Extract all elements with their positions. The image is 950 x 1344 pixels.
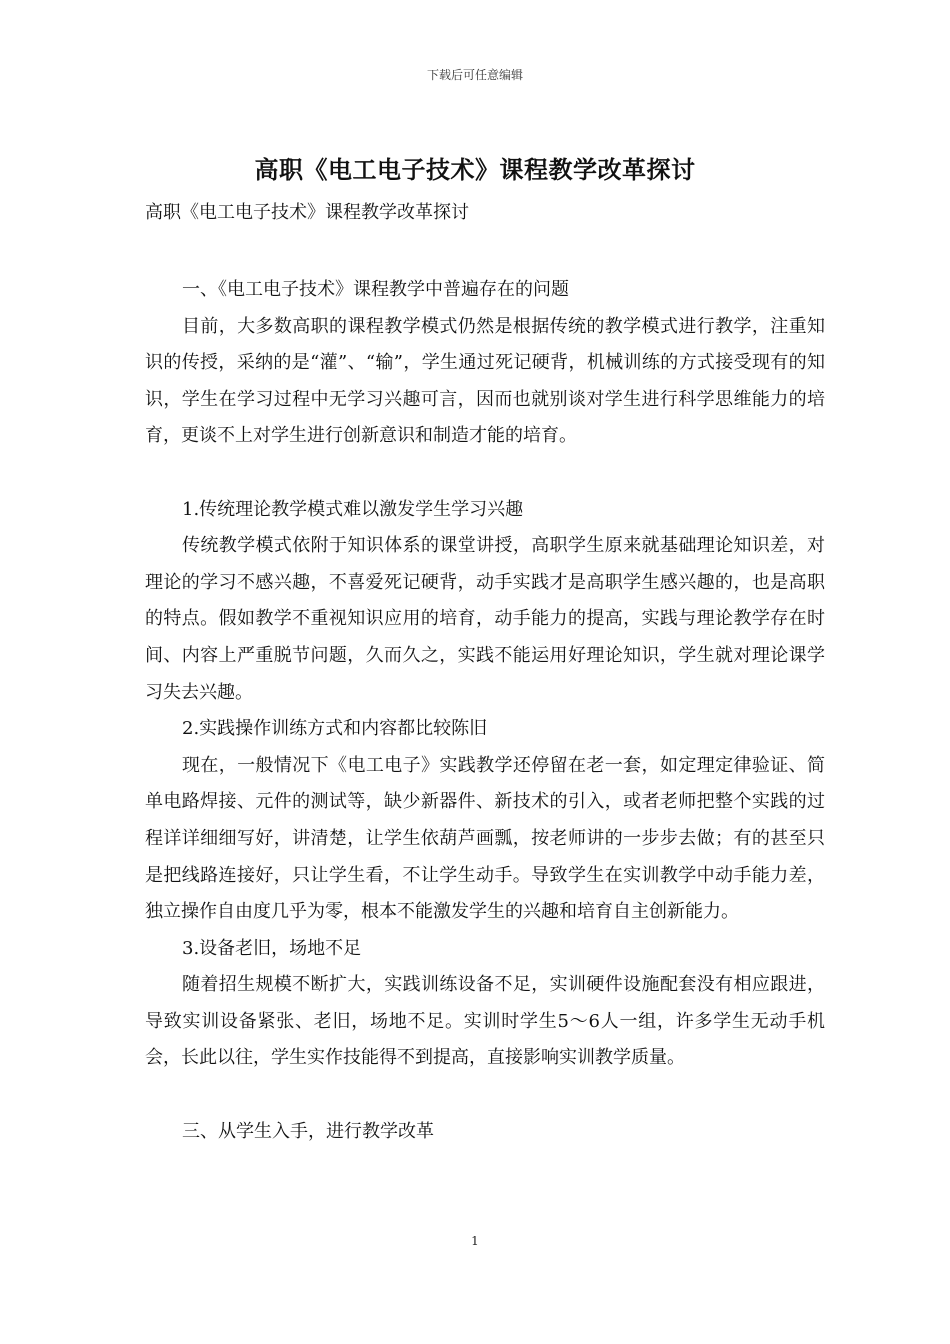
subheading-2: 2.实践操作训练方式和内容都比较陈旧 — [182, 718, 488, 740]
document-body — [145, 272, 825, 1150]
section-heading-1: 一、《电工电子技术》课程教学中普遍存在的问题 — [182, 279, 569, 300]
subheading-1: 1.传统理论教学模式难以激发学生学习兴趣 — [182, 498, 524, 520]
subheading-3: 3.设备老旧，场地不足 — [182, 937, 362, 959]
page-number: 1 — [471, 1234, 479, 1248]
paragraph-2: 现在，一般情况下《电工电子》实践教学还停留在老一套，如定理定律验证、简单电路焊接、元件的测试等，缺少新器件、新技术的引入，或者老师把整个实践的过程详详细细写好，讲清楚，让学生依葫芦画瓢，按老师讲的一步步去做；有的甚至只是把线路连接好，只让学生看，不让学生动手。导致学生在实训教学中动手能力差，独立操作自由度几乎为零，根本不能激发学生的兴趣和培育自主创新能力。 — [145, 754, 825, 923]
page-header: 下载后可任意编辑 — [426, 68, 523, 82]
blank-line — [145, 1077, 825, 1114]
paragraph-problems: 目前，大多数高职的课程教学模式仍然是根据传统的教学模式进行教学，注重知识的传授，采纳的是“灌”、“输”，学生通过死记硬背，机械训练的方式接受现有的知识，学生在学习过程中无学习兴趣可言，因而也就别谈对学生进行科学思维能力的培育，更谈不上对学生进行创新意识和制造才能的培育。 — [145, 315, 825, 447]
paragraph-3: 随着招生规模不断扩大，实践训练设备不足，实训硬件设施配套没有相应跟进，导致实训设备紧张、老旧，场地不足。实训时学生5～6人一组，许多学生无动手机会，长此以往，学生实作技能得不到提高，直接影响实训教学质量。 — [145, 974, 825, 1069]
document-subtitle: 高职《电工电子技术》课程教学改革探讨 — [145, 202, 469, 223]
paragraph-1: 传统教学模式依附于知识体系的课堂讲授，高职学生原来就基础理论知识差，对理论的学习不感兴趣，不喜爱死记硬背，动手实践才是高职学生感兴趣的，也是高职的特点。假如教学不重视知识应用的培育，动手能力的提高，实践与理论教学存在时间、内容上严重脱节问题，久而久之，实践不能运用好理论知识，学生就对理论课学习失去兴趣。 — [145, 535, 825, 703]
document-title: 高职《电工电子技术》课程教学改革探讨 — [254, 155, 696, 184]
section-heading-3: 三、从学生入手，进行教学改革 — [182, 1120, 434, 1142]
blank-line — [145, 455, 825, 492]
